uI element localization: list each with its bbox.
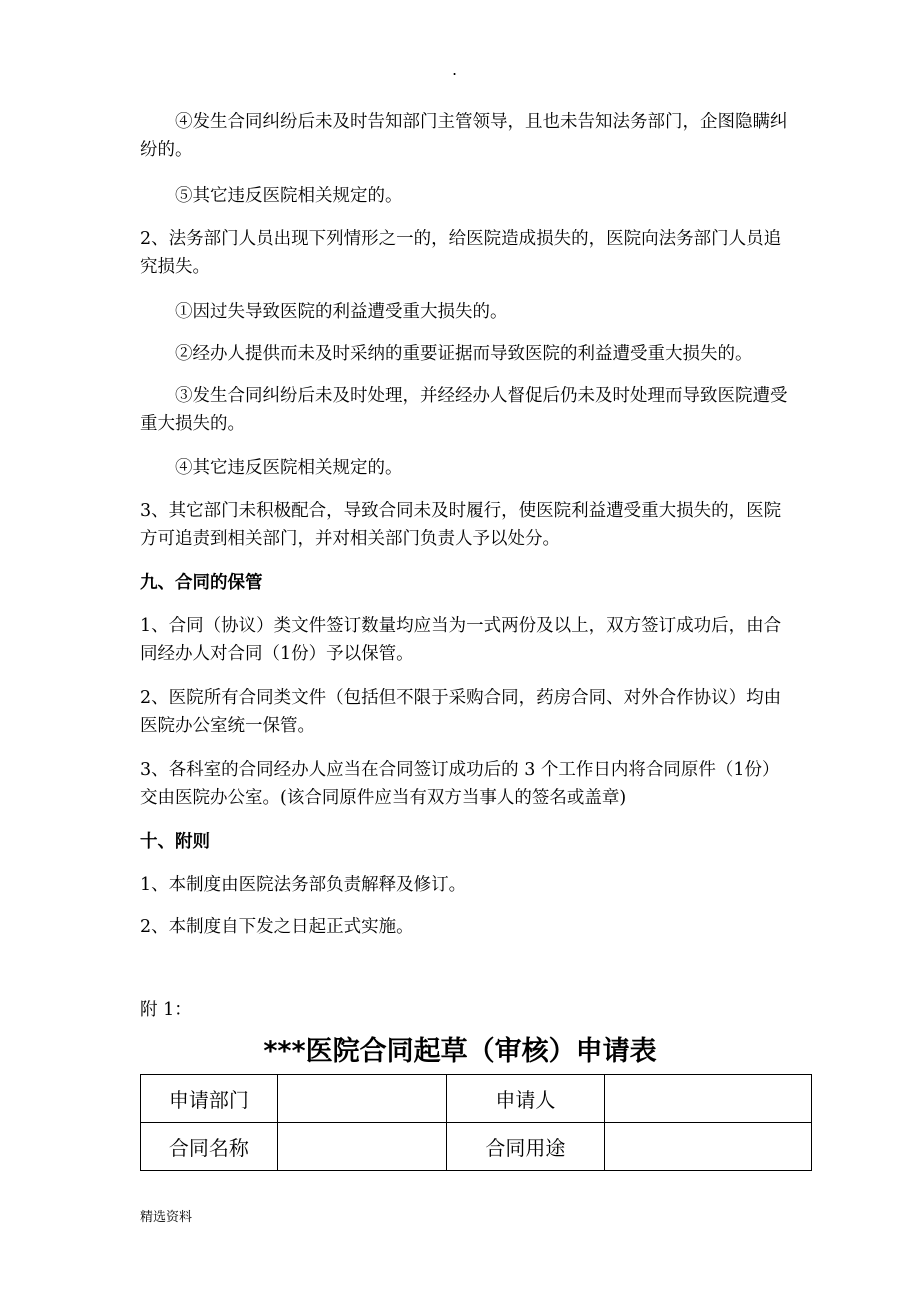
- section-heading-9: 九、合同的保管: [140, 573, 263, 593]
- table-row: [141, 1123, 812, 1171]
- page-footer: 精选资料: [140, 1210, 193, 1225]
- form-label-applicant: 申请人: [446, 1075, 605, 1123]
- paragraph-sub-3: ③发生合同纠纷后未及时处理，并经经办人督促后仍未及时处理而导致医院遭受重大损失的。: [140, 386, 788, 434]
- form-field-applicant[interactable]: [605, 1075, 812, 1123]
- form-field-department[interactable]: [277, 1075, 446, 1123]
- form-field-contract-name[interactable]: [277, 1123, 446, 1171]
- paragraph-sub-2: ②经办人提供而未及时采纳的重要证据而导致医院的利益遭受重大损失的。: [175, 344, 753, 364]
- paragraph-clause-2: 2、法务部门人员出现下列情形之一的，给医院造成损失的，医院向法务部门人员追究损失。: [140, 229, 782, 277]
- section9-item-3: 3、各科室的合同经办人应当在合同签订成功后的 3 个工作日内将合同原件（1份）交由医院办公室。(该合同原件应当有双方当事人的签名或盖章): [140, 760, 780, 808]
- form-field-contract-purpose[interactable]: [605, 1123, 812, 1171]
- section9-item-2: 2、医院所有合同类文件（包括但不限于采购合同，药房合同、对外合作协议）均由医院办公室统一保管。: [140, 688, 782, 736]
- paragraph-clause-3: 3、其它部门未积极配合，导致合同未及时履行，使医院利益遭受重大损失的，医院方可追责到相关部门，并对相关部门负责人予以处分。: [140, 501, 782, 549]
- section10-item-1: 1、本制度由医院法务部负责解释及修订。: [140, 875, 467, 895]
- section9-item-1: 1、合同（协议）类文件签订数量均应当为一式两份及以上，双方签订成功后，由合同经办人对合同（1份）予以保管。: [140, 616, 782, 664]
- paragraph-sub-1: ①因过失导致医院的利益遭受重大损失的。: [175, 302, 508, 322]
- section10-item-2: 2、本制度自下发之日起正式实施。: [140, 917, 414, 937]
- application-form-table: [140, 1074, 812, 1171]
- form-label-contract-purpose: 合同用途: [446, 1123, 605, 1171]
- appendix-label: 附 1：: [140, 1000, 192, 1020]
- form-label-department: 申请部门: [141, 1075, 278, 1123]
- header-mark: .: [452, 60, 458, 79]
- section-heading-10: 十、附则: [140, 832, 210, 852]
- form-title: ***医院合同起草（审核）申请表: [263, 1036, 657, 1067]
- table-row: [141, 1075, 812, 1123]
- form-label-contract-name: 合同名称: [141, 1123, 278, 1171]
- paragraph-sub-4: ④其它违反医院相关规定的。: [175, 458, 403, 478]
- paragraph-item-4: ④发生合同纠纷后未及时告知部门主管领导，且也未告知法务部门，企图隐瞒纠纷的。: [140, 112, 788, 160]
- paragraph-item-5: ⑤其它违反医院相关规定的。: [175, 186, 403, 206]
